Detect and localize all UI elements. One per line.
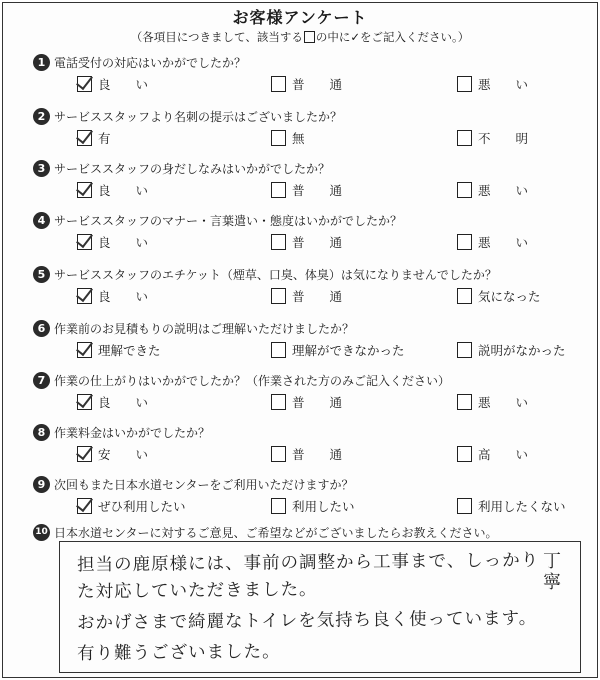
question-text: サービススタッフより名刺の提示はございましたか？	[54, 109, 343, 124]
question-6	[33, 319, 593, 361]
question-text: 作業の仕上がりはいかがでしたか？（作業された方のみご記入ください）	[54, 373, 451, 388]
answer-option[interactable]	[457, 339, 566, 361]
answer-label: 普 通	[292, 77, 343, 92]
question-text: 電話受付の対応はいかがでしたか？	[54, 55, 247, 70]
answer-option[interactable]	[271, 179, 342, 201]
question-number-badge: 7	[33, 372, 50, 389]
answer-label: 普 通	[292, 447, 343, 462]
checkbox[interactable]	[457, 130, 472, 146]
question-number-badge: 4	[33, 212, 50, 229]
checkbox[interactable]	[271, 76, 286, 92]
answer-label: 良 い	[98, 183, 149, 198]
question-1	[33, 53, 593, 95]
instructions-tail: をご記入ください。）	[359, 30, 470, 44]
question-number-badge: 1	[33, 54, 50, 71]
question-text: 作業前のお見積もりの説明はご理解いただけましたか？	[54, 321, 355, 336]
answer-option[interactable]	[271, 339, 405, 361]
checkbox[interactable]	[457, 446, 472, 462]
answer-label: 理解できた	[98, 343, 161, 358]
question-text: サービススタッフのエチケット（煙草、口臭、体臭）は気になりませんでしたか？	[54, 267, 497, 282]
checkbox[interactable]	[271, 498, 286, 514]
page-title: お客様アンケート	[232, 8, 368, 27]
question-number-badge: 6	[33, 320, 50, 337]
checkbox[interactable]	[271, 288, 286, 304]
answer-label: 悪 い	[478, 183, 529, 198]
answer-label: 気になった	[478, 289, 541, 304]
answer-option[interactable]	[457, 285, 541, 307]
answer-label: 普 通	[292, 235, 343, 250]
answer-label: 利用したくない	[478, 499, 566, 514]
question-text: 作業料金はいかがでしたか？	[54, 425, 211, 440]
question-8	[33, 423, 593, 465]
instruction-box-icon	[304, 31, 315, 43]
answer-option[interactable]	[457, 127, 528, 149]
question-number-badge: 9	[33, 476, 50, 493]
checkbox[interactable]	[271, 446, 286, 462]
checkbox[interactable]	[457, 288, 472, 304]
survey-sheet	[2, 2, 598, 678]
answer-option[interactable]	[457, 231, 528, 253]
answer-option[interactable]	[271, 391, 342, 413]
answer-label: 利用したい	[292, 499, 355, 514]
answer-label: 良 い	[98, 235, 149, 250]
handwritten-side-note: 丁寧	[543, 551, 561, 593]
question-4	[33, 211, 593, 253]
answer-option[interactable]	[271, 443, 342, 465]
checkbox[interactable]	[271, 182, 286, 198]
handwritten-line-4: 有り難うございました。	[76, 641, 281, 665]
answer-label: 不 明	[478, 131, 529, 146]
question-text: サービススタッフの身だしなみはいかがでしたか？	[54, 161, 331, 176]
answer-label: 良 い	[98, 77, 149, 92]
checkbox[interactable]	[457, 342, 472, 358]
answer-option[interactable]	[77, 495, 186, 517]
answer-option[interactable]	[77, 285, 148, 307]
question-9	[33, 475, 593, 517]
checkbox[interactable]	[457, 182, 472, 198]
checked-checkbox[interactable]	[77, 342, 92, 358]
handwritten-line-1: 担当の鹿原様には、事前の調整から工事まで、しっかり	[76, 550, 540, 576]
answer-option[interactable]	[457, 391, 528, 413]
answer-option[interactable]	[271, 285, 342, 307]
checkbox[interactable]	[271, 130, 286, 146]
answer-label: 悪 い	[478, 235, 529, 250]
answer-label: 悪 い	[478, 77, 529, 92]
answer-option[interactable]	[77, 231, 148, 253]
checkbox[interactable]	[457, 76, 472, 92]
handwritten-line-2: た対応していただきました。	[76, 579, 318, 603]
answer-option[interactable]	[77, 391, 148, 413]
question-number-badge: 8	[33, 424, 50, 441]
answer-label: 説明がなかった	[478, 343, 566, 358]
question-text: 日本水道センターに対するご意見、ご希望などがございましたらお教えください。	[54, 525, 498, 540]
question-2	[33, 107, 593, 149]
question-number-badge: 10	[33, 524, 50, 541]
question-number-badge: 3	[33, 160, 50, 177]
instructions-after: の中に	[315, 30, 351, 44]
checkbox[interactable]	[271, 342, 286, 358]
question-7	[33, 371, 593, 413]
answer-label: 無	[292, 131, 305, 146]
question-3	[33, 159, 593, 201]
checked-checkbox[interactable]	[77, 446, 92, 462]
question-5	[33, 265, 593, 307]
answer-option[interactable]	[77, 443, 148, 465]
answer-label: ぜひ利用したい	[98, 499, 186, 514]
checkbox[interactable]	[457, 394, 472, 410]
checked-checkbox[interactable]	[77, 76, 92, 92]
answer-label: 高 い	[478, 447, 529, 462]
instructions-before: （各項目につきまして、該当する	[130, 30, 303, 44]
question-10	[33, 523, 593, 541]
answer-option[interactable]	[77, 127, 111, 149]
checkbox[interactable]	[457, 234, 472, 250]
answer-option[interactable]	[271, 73, 342, 95]
answer-option[interactable]	[457, 179, 528, 201]
answer-label: 普 通	[292, 183, 343, 198]
answer-option[interactable]	[77, 73, 148, 95]
question-text: 次回もまた日本水道センターをご利用いただけますか？	[54, 477, 354, 492]
answer-option[interactable]	[457, 495, 566, 517]
checked-checkbox[interactable]	[77, 234, 92, 250]
question-number-badge: 5	[33, 266, 50, 283]
checkbox[interactable]	[457, 498, 472, 514]
checked-checkbox[interactable]	[77, 130, 92, 146]
answer-label: 良 い	[98, 289, 149, 304]
answer-label: 普 通	[292, 289, 343, 304]
answer-label: 有	[98, 131, 111, 146]
answer-label: 安 い	[98, 447, 149, 462]
checked-checkbox[interactable]	[77, 288, 92, 304]
checkbox[interactable]	[271, 394, 286, 410]
answer-label: 悪 い	[478, 395, 529, 410]
question-text: サービススタッフのマナー・言葉遣い・態度はいかがでしたか？	[54, 213, 403, 228]
instructions	[3, 29, 597, 45]
answer-option[interactable]	[77, 339, 161, 361]
answer-option[interactable]	[77, 179, 148, 201]
checked-checkbox[interactable]	[77, 394, 92, 410]
answer-label: 理解ができなかった	[292, 343, 405, 358]
answer-option[interactable]	[271, 127, 305, 149]
check-mark-icon: ✓	[350, 30, 360, 44]
answer-label: 良 い	[98, 395, 149, 410]
checked-checkbox[interactable]	[77, 182, 92, 198]
checkbox[interactable]	[271, 234, 286, 250]
answer-option[interactable]	[271, 231, 342, 253]
answer-option[interactable]	[271, 495, 355, 517]
answer-option[interactable]	[457, 73, 528, 95]
answer-label: 普 通	[292, 395, 343, 410]
answer-option[interactable]	[457, 443, 528, 465]
checked-checkbox[interactable]	[77, 498, 92, 514]
question-number-badge: 2	[33, 108, 50, 125]
handwritten-line-3: おかげさまで綺麗なトイレを気持ち良く使っています。	[76, 608, 538, 634]
